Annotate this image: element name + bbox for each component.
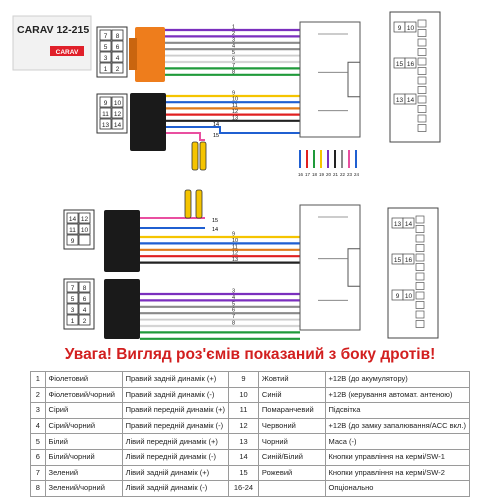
- connector-a: [97, 27, 127, 77]
- wire-label: 22: [340, 172, 346, 177]
- wires-mid: [166, 91, 300, 122]
- head-unit-connector-bottom: [300, 205, 360, 330]
- pin-number: 1: [103, 66, 108, 73]
- wire-label: 4: [232, 43, 236, 50]
- pin-number: 3: [31, 403, 46, 419]
- pin-number: 16: [404, 257, 413, 264]
- pin-number: 6: [31, 449, 46, 465]
- wire-color: Жовтий: [258, 372, 325, 388]
- wire-label: 4: [232, 294, 236, 301]
- wire-color: Білий/чорний: [45, 449, 122, 465]
- pin-number: 8: [31, 481, 46, 497]
- pin-number: 11: [229, 403, 259, 419]
- wires-top: [165, 25, 300, 76]
- pin-number: 1: [31, 372, 46, 388]
- connector-c: [64, 210, 94, 249]
- wire-label: 23: [347, 172, 353, 177]
- pin-function: Лівий задній динамік (+): [122, 465, 229, 481]
- wire-color: Фіолетовий: [45, 372, 122, 388]
- pin-number: 7: [103, 33, 108, 40]
- wire-color: Білий: [45, 434, 122, 450]
- pin-number: 5: [31, 434, 46, 450]
- inline-plug: [185, 190, 191, 218]
- pin-function: Маса (-): [325, 434, 469, 450]
- pin-number: 4: [115, 55, 120, 62]
- pin-number: 10: [229, 387, 259, 403]
- connector-b: [97, 94, 127, 133]
- pin-number: 14: [68, 216, 77, 223]
- pin-number: 7: [31, 465, 46, 481]
- connector-d: [64, 279, 94, 329]
- wire-label: 13: [232, 257, 239, 264]
- wire-label: 16: [298, 172, 304, 177]
- pin-number: 2: [31, 387, 46, 403]
- pin-number: 3: [103, 55, 108, 62]
- pin-function: Підсвітка: [325, 403, 469, 419]
- table-row: [31, 465, 470, 481]
- wire-label: 7: [232, 314, 236, 321]
- pin-number: 13: [229, 434, 259, 450]
- pin-number: 9: [395, 293, 400, 300]
- pin-number: 13: [395, 97, 404, 104]
- wire-label: 19: [319, 172, 325, 177]
- wire-color: Червоний: [258, 418, 325, 434]
- wire-label: 21: [333, 172, 339, 177]
- pin-function: Правий задній динамік (+): [122, 372, 229, 388]
- wire-label: 1: [232, 24, 236, 31]
- wire-color: Помаранчевий: [258, 403, 325, 419]
- wire-color: Зелений/чорний: [45, 481, 122, 497]
- pin-number: 10: [80, 227, 89, 234]
- inline-plug: [192, 142, 198, 170]
- pin-number: 14: [113, 122, 122, 129]
- pin-number: 14: [229, 449, 259, 465]
- wire-label: 3: [232, 288, 236, 295]
- table-row: [31, 403, 470, 419]
- wire-label: 8: [232, 320, 236, 327]
- black-plug-bottom: [104, 279, 140, 339]
- table-row: [31, 449, 470, 465]
- svg-text:15: 15: [213, 133, 220, 139]
- pin-function: +12В (до замку запалювання/ACC вкл.): [325, 418, 469, 434]
- pin-number: 6: [82, 296, 87, 303]
- pin-number: 8: [82, 285, 87, 292]
- wire-label: 9: [232, 231, 236, 238]
- wires-bottom: [140, 289, 300, 339]
- orange-plug: [135, 27, 165, 82]
- table-row: [31, 418, 470, 434]
- pin-block-top: [390, 12, 440, 142]
- pin-number: 5: [103, 44, 108, 51]
- pin-number: 10: [113, 100, 122, 107]
- wire-color: Синій/Білий: [258, 449, 325, 465]
- pin-number: 16: [406, 61, 415, 68]
- pin-function: Кнопки управління на кермі/SW-2: [325, 465, 469, 481]
- black-plug-mid: [104, 210, 140, 272]
- wire-label: 7: [232, 62, 236, 69]
- inline-plug: [196, 190, 202, 218]
- wire-label: 13: [232, 115, 239, 122]
- wire-color: [258, 481, 325, 497]
- pin-function: Лівий задній динамік (-): [122, 481, 229, 497]
- pin-number: 13: [101, 122, 110, 129]
- pin-function: Правий задній динамік (-): [122, 387, 229, 403]
- pin-number: 10: [404, 293, 413, 300]
- pin-number: 11: [102, 111, 109, 118]
- wire-label: 6: [232, 307, 236, 314]
- inline-plug: [200, 142, 206, 170]
- pin-number: 15: [393, 257, 402, 264]
- pin-number: 9: [70, 238, 75, 245]
- wire-label: 8: [232, 69, 236, 76]
- wire-label: 6: [232, 56, 236, 63]
- pin-table: [30, 371, 470, 497]
- head-unit-connector-top: [300, 22, 360, 137]
- wire-label: 5: [232, 301, 236, 308]
- pin-number: 15: [395, 61, 404, 68]
- pin-block-bottom: [388, 208, 438, 338]
- wire-label: 10: [232, 237, 239, 244]
- wire-color: Сірий: [45, 403, 122, 419]
- pin-cell: [79, 235, 90, 245]
- pin-number: 5: [70, 296, 75, 303]
- table-row: [31, 481, 470, 497]
- wire-label: 24: [354, 172, 360, 177]
- svg-text:15: 15: [212, 218, 219, 224]
- pin-number: 15: [229, 465, 259, 481]
- wire-color: Синій: [258, 387, 325, 403]
- wire-label: 11: [232, 244, 238, 251]
- table-row: [31, 372, 470, 388]
- wire-label: 2: [232, 30, 236, 37]
- pin-number: 16-24: [229, 481, 259, 497]
- pin-number: 7: [70, 285, 75, 292]
- wire-label: 9: [232, 90, 236, 97]
- wire-label: 10: [232, 96, 239, 103]
- wire-label: 12: [232, 250, 239, 257]
- wire-label: 18: [312, 172, 318, 177]
- pin-number: 4: [82, 307, 87, 314]
- pin-number: 4: [31, 418, 46, 434]
- warning-text: Увага! Вигляд роз'ємів показаний з боку дротів!: [64, 346, 436, 363]
- table-row: [31, 387, 470, 403]
- pin-number: 2: [115, 66, 120, 73]
- svg-text:14: 14: [213, 122, 220, 128]
- model-label: CARAV 12-215: [17, 24, 90, 36]
- wire-color: Сірий/чорний: [45, 418, 122, 434]
- wire-label: 3: [232, 37, 236, 44]
- pin-number: 3: [70, 307, 75, 314]
- wire-label: 12: [232, 109, 239, 116]
- pin-function: Правий передній динамік (+): [122, 403, 229, 419]
- pin-number: 9: [397, 25, 402, 32]
- pin-number: 9: [103, 100, 108, 107]
- pin-number: 2: [82, 318, 87, 325]
- wire-color: Фіолетовий/чорний: [45, 387, 122, 403]
- pin-number: 14: [406, 97, 415, 104]
- brand-badge-label: CARAV: [55, 49, 79, 56]
- pin-number: 1: [70, 318, 75, 325]
- wire-label: 20: [326, 172, 332, 177]
- wire-label: 11: [232, 102, 238, 109]
- pin-function: +12В (керування автомат. антеною): [325, 387, 469, 403]
- pin-function: +12В (до акумулятору): [325, 372, 469, 388]
- pin-function: Лівий передній динамік (+): [122, 434, 229, 450]
- pin-function: Опціонально: [325, 481, 469, 497]
- wire-label: 17: [305, 172, 311, 177]
- pin-number: 12: [229, 418, 259, 434]
- pin-number: 12: [80, 216, 89, 223]
- pin-number: 13: [393, 221, 402, 228]
- pin-number: 6: [115, 44, 120, 51]
- wire-color: Рожевий: [258, 465, 325, 481]
- pin-number: 11: [69, 227, 76, 234]
- wire-label: 5: [232, 50, 236, 57]
- pin-number: 9: [229, 372, 259, 388]
- pin-number: 14: [404, 221, 413, 228]
- wires-lower: [140, 232, 300, 264]
- black-plug-top: [130, 93, 166, 151]
- pin-function: Правий передній динамік (-): [122, 418, 229, 434]
- pin-number: 10: [406, 25, 415, 32]
- table-row: [31, 434, 470, 450]
- pin-number: 8: [115, 33, 120, 40]
- pin-function: Кнопки управління на кермі/SW-1: [325, 449, 469, 465]
- wire-color: Зелений: [45, 465, 122, 481]
- pin-function: Лівий передній динамік (-): [122, 449, 229, 465]
- svg-text:14: 14: [212, 227, 219, 233]
- wire-color: Чорний: [258, 434, 325, 450]
- pin-number: 12: [113, 111, 122, 118]
